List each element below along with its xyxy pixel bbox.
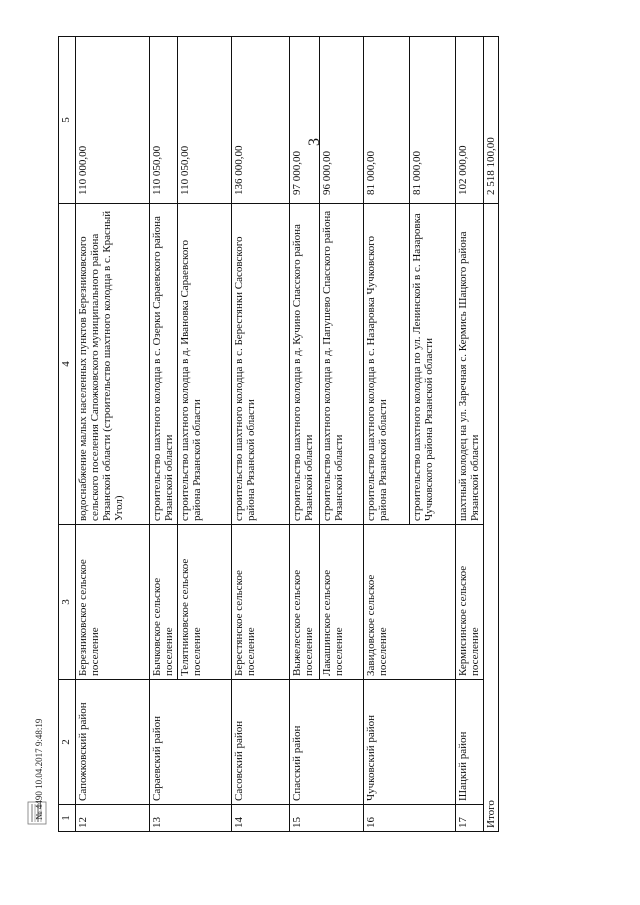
- table-row: [76, 37, 150, 832]
- district-cell: Чучковский район: [364, 680, 456, 805]
- row-number: 15: [290, 805, 364, 832]
- amount-cell: 102 000,00: [456, 37, 484, 204]
- settlement-cell: Телятниковское сельское поселение: [178, 525, 232, 680]
- settlement-cell: Выжелесское сельское поселение: [290, 525, 320, 680]
- header-col-4: 4: [59, 204, 76, 525]
- description-cell: строительство шахтного колодца в с. Озерки Сараевского района Рязанской области: [150, 204, 178, 525]
- total-amount: 2 518 100,00: [484, 37, 499, 204]
- description-cell: строительство шахтного колодца в д. Ивановка Сараевского района Рязанской области: [178, 204, 232, 525]
- settlement-cell: Кермисинское сельское поселение: [456, 525, 484, 680]
- header-col-1: 1: [59, 805, 76, 832]
- amount-cell: 97 000,00: [290, 37, 320, 204]
- district-cell: Сасовский район: [232, 680, 290, 805]
- amount-cell: 110 050,00: [150, 37, 178, 204]
- amount-cell: 136 000,00: [232, 37, 290, 204]
- settlement-cell: Лакашинское сельское поселение: [320, 525, 364, 680]
- table-row: [290, 37, 320, 832]
- page-number: 3: [306, 138, 323, 146]
- district-cell: Сапожковский район: [76, 680, 150, 805]
- rotated-table-container: [58, 62, 497, 832]
- district-cell: Спасский район: [290, 680, 364, 805]
- total-row: [484, 37, 499, 832]
- table-header-row: [59, 37, 76, 832]
- registration-footer: № 4490 10.04.2017 9:48:19: [34, 718, 44, 820]
- header-col-3: 3: [59, 525, 76, 680]
- table-row: [232, 37, 290, 832]
- table-row: [364, 37, 410, 832]
- district-cell: Шацкий район: [456, 680, 484, 805]
- amount-cell: 81 000,00: [364, 37, 410, 204]
- settlement-cell: Завидовское сельское поселение: [364, 525, 456, 680]
- settlement-cell: Бычковское сельское поселение: [150, 525, 178, 680]
- amount-cell: 96 000,00: [320, 37, 364, 204]
- district-cell: Сараевский район: [150, 680, 232, 805]
- settlement-cell: Березниковское сельское поселение: [76, 525, 150, 680]
- allocation-table: [58, 36, 499, 832]
- amount-cell: 81 000,00: [410, 37, 456, 204]
- header-col-5: 5: [59, 37, 76, 204]
- description-cell: строительство шахтного колодца в д. Папушево Спасского района Рязанской области: [320, 204, 364, 525]
- description-cell: строительство шахтного колодца в д. Кучино Спасского района Рязанской области: [290, 204, 320, 525]
- row-number: 16: [364, 805, 456, 832]
- table-row: [456, 37, 484, 832]
- row-number: 17: [456, 805, 484, 832]
- amount-cell: 110 000,00: [76, 37, 150, 204]
- total-label: Итого: [484, 204, 499, 832]
- row-number: 14: [232, 805, 290, 832]
- description-cell: строительство шахтного колодца в с. Назаровка Чучковского района Рязанской области: [364, 204, 410, 525]
- header-col-2: 2: [59, 680, 76, 805]
- row-number: 13: [150, 805, 232, 832]
- description-cell: водоснабжение малых населенных пунктов Березниковского сельского поселения Сапожковского муниципального района Рязанской области (строительство шахтного колодца в с. Красный Угол): [76, 204, 150, 525]
- row-number: 12: [76, 805, 150, 832]
- amount-cell: 110 050,00: [178, 37, 232, 204]
- table-row: [150, 37, 178, 832]
- settlement-cell: Берестянское сельское поселение: [232, 525, 290, 680]
- description-cell: строительство шахтного колодца по ул. Ленинской в с. Назаровка Чучковского района Рязанской области: [410, 204, 456, 525]
- description-cell: строительство шахтного колодца в с. Берестянки Сасовского района Рязанской области: [232, 204, 290, 525]
- description-cell: шахтный колодец на ул. Заречная с. Кермись Шацкого района Рязанской области: [456, 204, 484, 525]
